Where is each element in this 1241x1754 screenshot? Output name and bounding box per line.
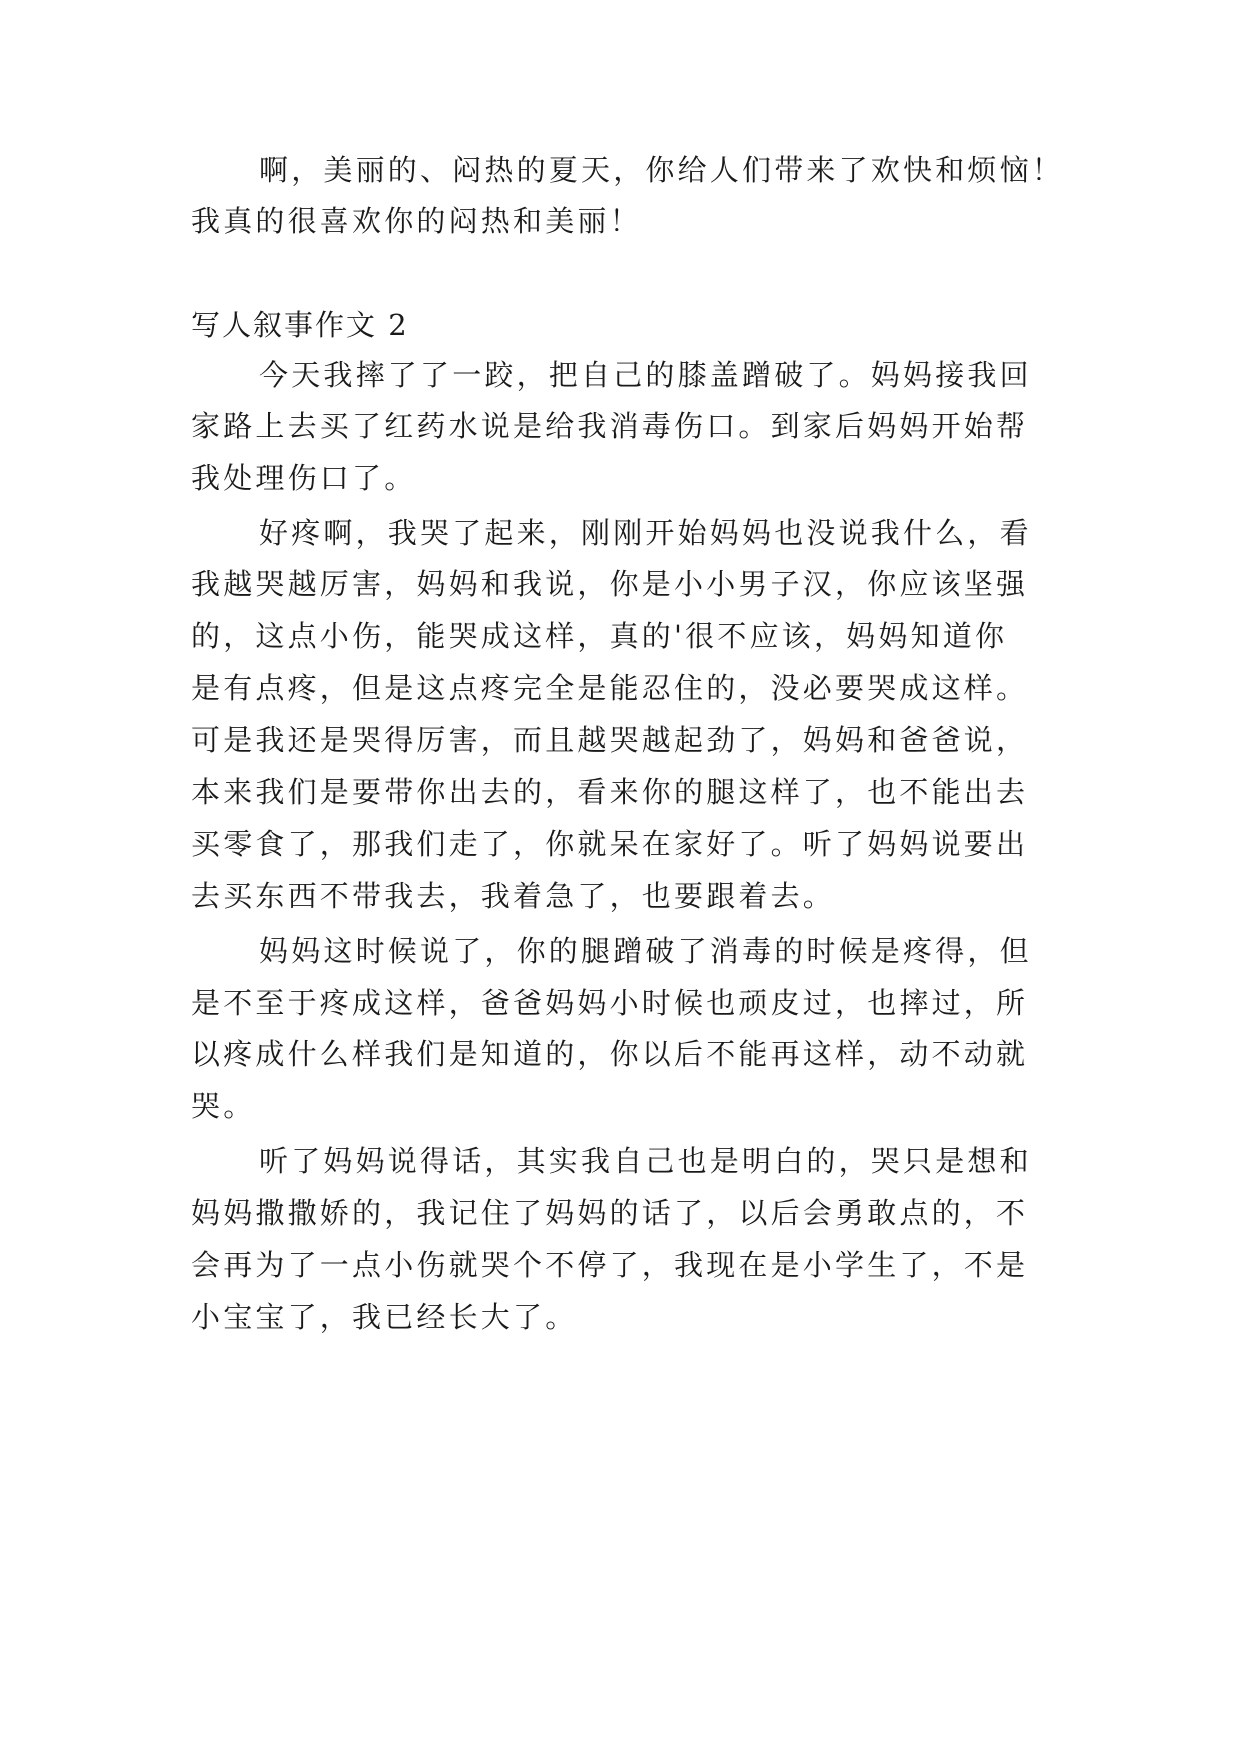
paragraph-line: 本来我们是要带你出去的，看来你的腿这样了，也不能出去 <box>191 775 1029 809</box>
paragraph-line: 可是我还是哭得厉害，而且越哭越起劲了，妈妈和爸爸说， <box>191 723 1029 757</box>
paragraph-line: 家路上去买了红药水说是给我消毒伤口。到家后妈妈开始帮 <box>191 409 1029 443</box>
paragraph-line: 小宝宝了，我已经长大了。 <box>191 1300 578 1334</box>
paragraph-line: 听了妈妈说得话，其实我自己也是明白的，哭只是想和 <box>259 1144 1032 1178</box>
paragraph-line: 妈妈撒撒娇的，我记住了妈妈的话了，以后会勇敢点的，不 <box>191 1196 1029 1230</box>
paragraph-line: 以疼成什么样我们是知道的，你以后不能再这样，动不动就 <box>191 1037 1029 1071</box>
paragraph-line: 今天我摔了了一跤，把自己的膝盖蹭破了。妈妈接我回 <box>259 358 1032 392</box>
intro-line: 我真的很喜欢你的闷热和美丽！ <box>191 204 642 238</box>
paragraph-line: 我处理伤口了。 <box>191 461 417 495</box>
paragraph-line: 好疼啊，我哭了起来，刚刚开始妈妈也没说我什么，看 <box>259 516 1032 550</box>
paragraph-line: 妈妈这时候说了，你的腿蹭破了消毒的时候是疼得，但 <box>259 934 1032 968</box>
paragraph-line: 买零食了，那我们走了，你就呆在家好了。听了妈妈说要出 <box>191 827 1029 861</box>
paragraph-line: 我越哭越厉害，妈妈和我说，你是小小男子汉，你应该坚强 <box>191 567 1029 601</box>
section-title: 写人叙事作文 2 <box>191 308 409 342</box>
paragraph-line: 会再为了一点小伤就哭个不停了，我现在是小学生了，不是 <box>191 1248 1029 1282</box>
paragraph-line: 哭。 <box>191 1089 256 1123</box>
intro-line: 啊，美丽的、闷热的夏天，你给人们带来了欢快和烦恼！ <box>259 153 1065 187</box>
paragraph-line: 是有点疼，但是这点疼完全是能忍住的，没必要哭成这样。 <box>191 671 1029 705</box>
paragraph-line: 的，这点小伤，能哭成这样，真的'很不应该，妈妈知道你 <box>191 619 1008 653</box>
paragraph-line: 是不至于疼成这样，爸爸妈妈小时候也顽皮过，也摔过，所 <box>191 986 1029 1020</box>
paragraph-line: 去买东西不带我去，我着急了，也要跟着去。 <box>191 879 836 913</box>
